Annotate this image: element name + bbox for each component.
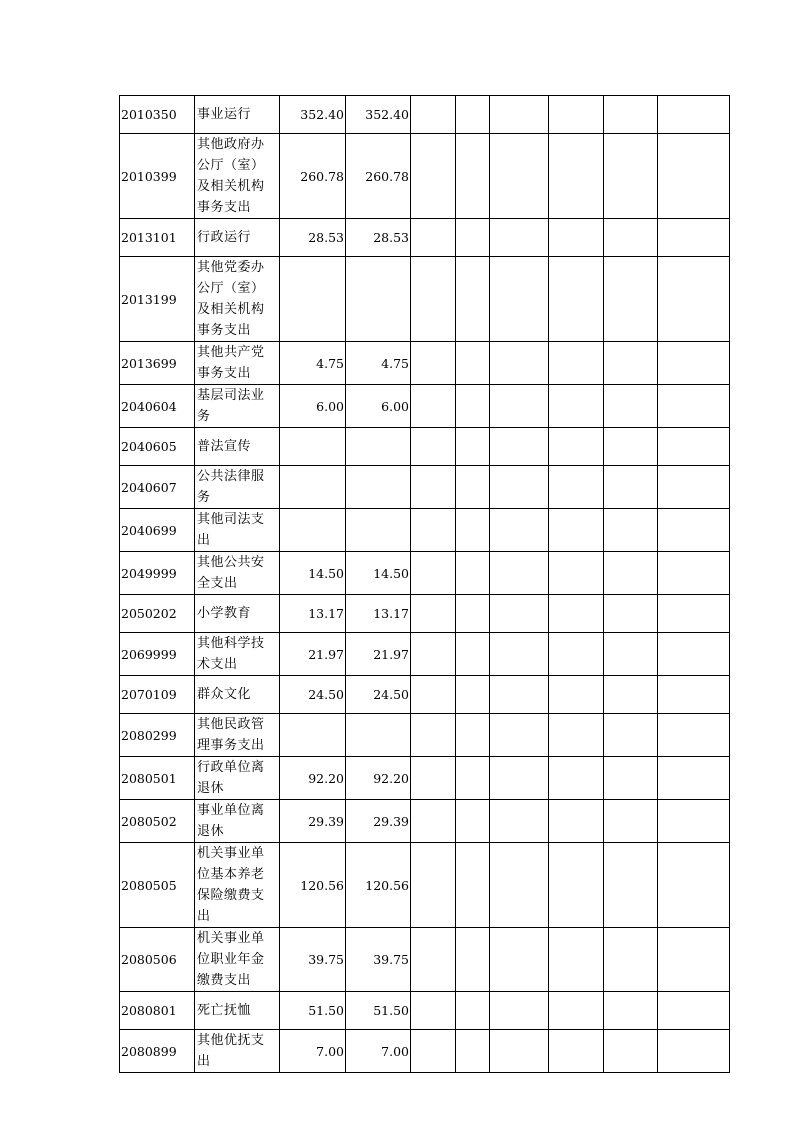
empty-cell — [411, 633, 456, 676]
empty-cell — [456, 552, 490, 595]
total-amount-cell — [280, 714, 346, 757]
empty-cell — [658, 96, 730, 134]
empty-cell — [490, 1030, 549, 1073]
basic-amount-cell — [346, 428, 411, 466]
empty-cell — [411, 342, 456, 385]
empty-cell — [411, 96, 456, 134]
empty-cell — [658, 219, 730, 257]
empty-cell — [549, 134, 604, 219]
empty-cell — [490, 595, 549, 633]
subject-name-cell: 其他共产党事务支出 — [195, 342, 280, 385]
empty-cell — [456, 385, 490, 428]
empty-cell — [549, 342, 604, 385]
empty-cell — [490, 552, 549, 595]
empty-cell — [456, 714, 490, 757]
subject-code-cell: 2050202 — [120, 595, 195, 633]
empty-cell — [456, 428, 490, 466]
table-row — [120, 1030, 730, 1073]
empty-cell — [549, 800, 604, 843]
total-amount-cell: 260.78 — [280, 134, 346, 219]
basic-amount-cell: 7.00 — [346, 1030, 411, 1073]
empty-cell — [658, 509, 730, 552]
empty-cell — [604, 509, 658, 552]
empty-cell — [456, 257, 490, 342]
table-row — [120, 757, 730, 800]
table-row — [120, 552, 730, 595]
empty-cell — [456, 134, 490, 219]
basic-amount-cell: 260.78 — [346, 134, 411, 219]
empty-cell — [604, 633, 658, 676]
empty-cell — [490, 676, 549, 714]
empty-cell — [549, 928, 604, 992]
basic-amount-cell: 14.50 — [346, 552, 411, 595]
table-row — [120, 134, 730, 219]
table-row — [120, 385, 730, 428]
empty-cell — [604, 1030, 658, 1073]
empty-cell — [658, 714, 730, 757]
subject-code-cell: 2080506 — [120, 928, 195, 992]
empty-cell — [456, 633, 490, 676]
empty-cell — [411, 385, 456, 428]
basic-amount-cell: 120.56 — [346, 843, 411, 928]
subject-name-cell: 机关事业单位职业年金缴费支出 — [195, 928, 280, 992]
empty-cell — [604, 134, 658, 219]
subject-code-cell: 2080505 — [120, 843, 195, 928]
empty-cell — [490, 342, 549, 385]
empty-cell — [411, 257, 456, 342]
empty-cell — [604, 96, 658, 134]
empty-cell — [490, 843, 549, 928]
total-amount-cell: 51.50 — [280, 992, 346, 1030]
total-amount-cell — [280, 509, 346, 552]
basic-amount-cell: 4.75 — [346, 342, 411, 385]
empty-cell — [490, 219, 549, 257]
total-amount-cell: 39.75 — [280, 928, 346, 992]
total-amount-cell — [280, 466, 346, 509]
empty-cell — [549, 96, 604, 134]
empty-cell — [456, 992, 490, 1030]
subject-code-cell: 2010350 — [120, 96, 195, 134]
empty-cell — [549, 552, 604, 595]
table-row — [120, 96, 730, 134]
empty-cell — [411, 928, 456, 992]
empty-cell — [604, 928, 658, 992]
total-amount-cell: 6.00 — [280, 385, 346, 428]
table-row — [120, 428, 730, 466]
empty-cell — [604, 552, 658, 595]
budget-table — [119, 95, 730, 1073]
basic-amount-cell: 39.75 — [346, 928, 411, 992]
table-row — [120, 509, 730, 552]
subject-code-cell: 2040607 — [120, 466, 195, 509]
empty-cell — [411, 676, 456, 714]
subject-name-cell: 基层司法业务 — [195, 385, 280, 428]
empty-cell — [604, 843, 658, 928]
empty-cell — [658, 1030, 730, 1073]
empty-cell — [456, 928, 490, 992]
empty-cell — [658, 928, 730, 992]
empty-cell — [658, 843, 730, 928]
empty-cell — [549, 843, 604, 928]
empty-cell — [549, 428, 604, 466]
subject-name-cell: 其他政府办公厅（室）及相关机构事务支出 — [195, 134, 280, 219]
basic-amount-cell: 29.39 — [346, 800, 411, 843]
subject-name-cell: 其他优抚支出 — [195, 1030, 280, 1073]
empty-cell — [411, 714, 456, 757]
empty-cell — [456, 595, 490, 633]
subject-name-cell: 死亡抚恤 — [195, 992, 280, 1030]
empty-cell — [456, 1030, 490, 1073]
empty-cell — [456, 96, 490, 134]
table-row — [120, 466, 730, 509]
subject-code-cell: 2080899 — [120, 1030, 195, 1073]
empty-cell — [658, 428, 730, 466]
empty-cell — [411, 428, 456, 466]
subject-code-cell: 2040699 — [120, 509, 195, 552]
basic-amount-cell: 6.00 — [346, 385, 411, 428]
empty-cell — [549, 219, 604, 257]
empty-cell — [604, 800, 658, 843]
empty-cell — [549, 992, 604, 1030]
empty-cell — [549, 714, 604, 757]
empty-cell — [411, 1030, 456, 1073]
empty-cell — [456, 800, 490, 843]
table-row — [120, 595, 730, 633]
subject-name-cell: 其他党委办公厅（室）及相关机构事务支出 — [195, 257, 280, 342]
empty-cell — [604, 257, 658, 342]
subject-code-cell: 2013199 — [120, 257, 195, 342]
empty-cell — [658, 257, 730, 342]
basic-amount-cell — [346, 714, 411, 757]
empty-cell — [658, 552, 730, 595]
empty-cell — [549, 676, 604, 714]
empty-cell — [658, 676, 730, 714]
empty-cell — [411, 552, 456, 595]
empty-cell — [456, 676, 490, 714]
total-amount-cell: 29.39 — [280, 800, 346, 843]
subject-name-cell: 行政运行 — [195, 219, 280, 257]
empty-cell — [604, 342, 658, 385]
empty-cell — [490, 714, 549, 757]
table-row — [120, 257, 730, 342]
subject-name-cell: 其他司法支出 — [195, 509, 280, 552]
empty-cell — [456, 342, 490, 385]
subject-code-cell: 2010399 — [120, 134, 195, 219]
empty-cell — [490, 257, 549, 342]
empty-cell — [549, 466, 604, 509]
subject-name-cell: 机关事业单位基本养老保险缴费支出 — [195, 843, 280, 928]
total-amount-cell — [280, 257, 346, 342]
basic-amount-cell: 21.97 — [346, 633, 411, 676]
empty-cell — [456, 843, 490, 928]
basic-amount-cell: 13.17 — [346, 595, 411, 633]
empty-cell — [411, 800, 456, 843]
total-amount-cell: 21.97 — [280, 633, 346, 676]
empty-cell — [604, 757, 658, 800]
total-amount-cell: 28.53 — [280, 219, 346, 257]
basic-amount-cell — [346, 509, 411, 552]
subject-code-cell: 2040604 — [120, 385, 195, 428]
subject-code-cell: 2013699 — [120, 342, 195, 385]
basic-amount-cell: 352.40 — [346, 96, 411, 134]
subject-name-cell: 其他民政管理事务支出 — [195, 714, 280, 757]
empty-cell — [604, 428, 658, 466]
empty-cell — [658, 757, 730, 800]
empty-cell — [490, 428, 549, 466]
empty-cell — [411, 509, 456, 552]
table-row — [120, 928, 730, 992]
empty-cell — [658, 595, 730, 633]
basic-amount-cell: 24.50 — [346, 676, 411, 714]
empty-cell — [604, 595, 658, 633]
empty-cell — [658, 800, 730, 843]
subject-code-cell: 2080801 — [120, 992, 195, 1030]
total-amount-cell: 120.56 — [280, 843, 346, 928]
basic-amount-cell: 92.20 — [346, 757, 411, 800]
table-body — [120, 96, 730, 1073]
subject-name-cell: 小学教育 — [195, 595, 280, 633]
total-amount-cell: 92.20 — [280, 757, 346, 800]
subject-name-cell: 事业单位离退休 — [195, 800, 280, 843]
empty-cell — [658, 466, 730, 509]
empty-cell — [490, 134, 549, 219]
subject-code-cell: 2069999 — [120, 633, 195, 676]
empty-cell — [411, 219, 456, 257]
empty-cell — [549, 595, 604, 633]
empty-cell — [604, 992, 658, 1030]
empty-cell — [490, 928, 549, 992]
total-amount-cell: 352.40 — [280, 96, 346, 134]
empty-cell — [604, 466, 658, 509]
subject-code-cell: 2080299 — [120, 714, 195, 757]
empty-cell — [490, 800, 549, 843]
total-amount-cell: 4.75 — [280, 342, 346, 385]
table-row — [120, 843, 730, 928]
table-row — [120, 219, 730, 257]
subject-code-cell: 2080502 — [120, 800, 195, 843]
empty-cell — [411, 757, 456, 800]
total-amount-cell: 7.00 — [280, 1030, 346, 1073]
subject-code-cell: 2049999 — [120, 552, 195, 595]
empty-cell — [658, 633, 730, 676]
empty-cell — [411, 992, 456, 1030]
total-amount-cell: 24.50 — [280, 676, 346, 714]
subject-code-cell: 2070109 — [120, 676, 195, 714]
empty-cell — [456, 757, 490, 800]
basic-amount-cell: 28.53 — [346, 219, 411, 257]
empty-cell — [549, 385, 604, 428]
table-row — [120, 676, 730, 714]
subject-name-cell: 其他公共安全支出 — [195, 552, 280, 595]
empty-cell — [411, 466, 456, 509]
empty-cell — [658, 134, 730, 219]
basic-amount-cell: 51.50 — [346, 992, 411, 1030]
empty-cell — [490, 509, 549, 552]
empty-cell — [658, 342, 730, 385]
empty-cell — [549, 257, 604, 342]
empty-cell — [604, 714, 658, 757]
empty-cell — [490, 992, 549, 1030]
empty-cell — [549, 509, 604, 552]
empty-cell — [604, 676, 658, 714]
empty-cell — [490, 466, 549, 509]
empty-cell — [456, 509, 490, 552]
total-amount-cell — [280, 428, 346, 466]
empty-cell — [549, 757, 604, 800]
empty-cell — [411, 134, 456, 219]
total-amount-cell: 14.50 — [280, 552, 346, 595]
table-row — [120, 714, 730, 757]
empty-cell — [604, 219, 658, 257]
empty-cell — [490, 633, 549, 676]
empty-cell — [456, 466, 490, 509]
table-row — [120, 342, 730, 385]
empty-cell — [490, 96, 549, 134]
subject-code-cell: 2040605 — [120, 428, 195, 466]
empty-cell — [490, 385, 549, 428]
table-row — [120, 633, 730, 676]
subject-name-cell: 公共法律服务 — [195, 466, 280, 509]
subject-name-cell: 行政单位离退休 — [195, 757, 280, 800]
empty-cell — [658, 385, 730, 428]
empty-cell — [549, 1030, 604, 1073]
empty-cell — [658, 992, 730, 1030]
table-row — [120, 800, 730, 843]
subject-name-cell: 普法宣传 — [195, 428, 280, 466]
empty-cell — [604, 385, 658, 428]
subject-code-cell: 2013101 — [120, 219, 195, 257]
total-amount-cell: 13.17 — [280, 595, 346, 633]
basic-amount-cell — [346, 466, 411, 509]
subject-code-cell: 2080501 — [120, 757, 195, 800]
empty-cell — [490, 757, 549, 800]
subject-name-cell: 事业运行 — [195, 96, 280, 134]
subject-name-cell: 其他科学技术支出 — [195, 633, 280, 676]
empty-cell — [411, 595, 456, 633]
basic-amount-cell — [346, 257, 411, 342]
empty-cell — [411, 843, 456, 928]
empty-cell — [549, 633, 604, 676]
subject-name-cell: 群众文化 — [195, 676, 280, 714]
empty-cell — [456, 219, 490, 257]
table-row — [120, 992, 730, 1030]
